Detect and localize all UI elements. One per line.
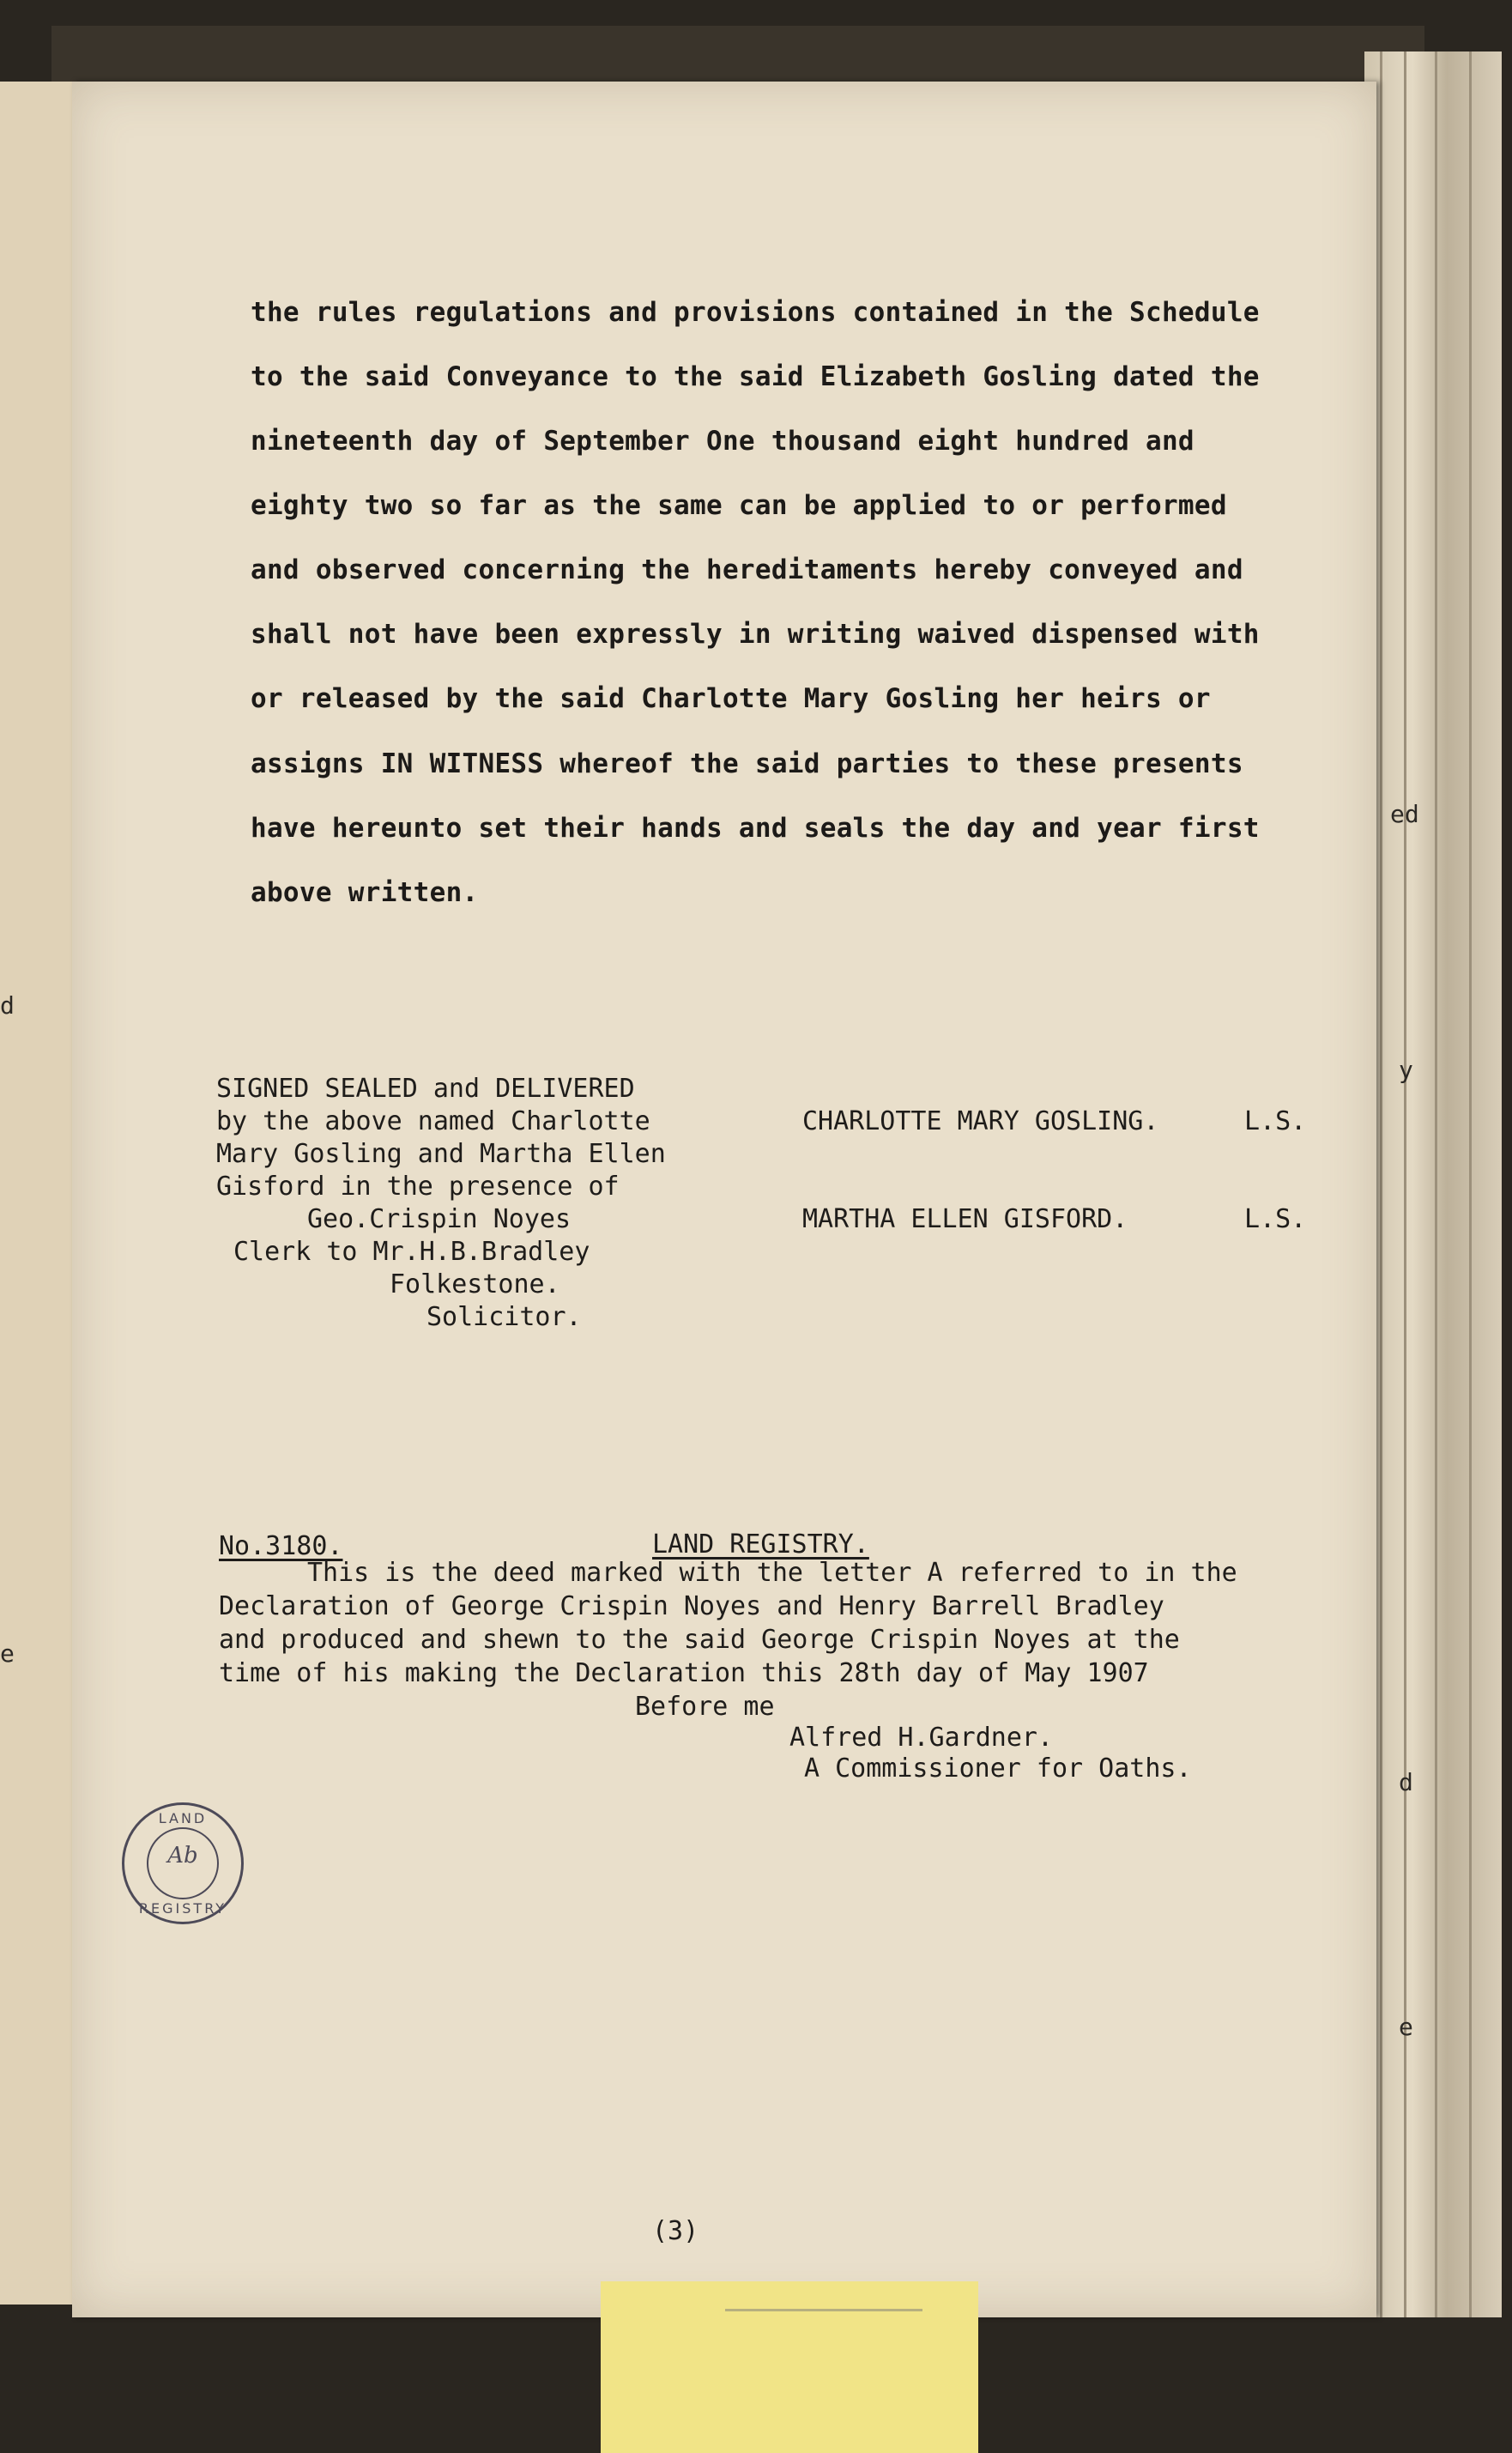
deed-body-line: the rules regulations and provisions contained in the Schedule [251,297,1260,328]
signatory-name: CHARLOTTE MARY GOSLING. [802,1106,1159,1136]
witness-occupation: Clerk to Mr.H.B.Bradley [233,1237,590,1267]
top-book-edge [51,26,1424,86]
registry-number: No.3180. [219,1531,343,1561]
witness-address: Folkestone. [390,1269,560,1299]
deed-body-line: or released by the said Charlotte Mary Gosling her heirs or [251,683,1211,714]
deed-body-line: have hereunto set their hands and seals the day and year first [251,813,1260,844]
right-page-fragment: y [1399,1056,1413,1084]
page-number: (3) [652,2216,699,2246]
deed-body-line: nineteenth day of September One thousand eight hundred and [251,426,1194,457]
registry-line: and produced and shewn to the said George Crispin Noyes at the [219,1625,1180,1655]
right-page-fragment: e [1399,2013,1413,2041]
left-page-fragment: e [0,1639,15,1668]
land-registry-stamp [122,1802,244,1924]
stamp-top-text: LAND [158,1810,208,1826]
commissioner-name: Alfred H.Gardner. [789,1723,1054,1753]
right-page-fragment: ed [1390,800,1419,828]
sticky-note-tab [601,2281,978,2453]
deed-body-line: eighty two so far as the same can be applied to or performed [251,490,1227,521]
deed-body-line: and observed concerning the hereditaments hereby conveyed and [251,554,1243,585]
registry-line: Declaration of George Crispin Noyes and Henry Barrell Bradley [219,1591,1164,1621]
witness-title: Solicitor. [426,1302,582,1332]
signatory-name: MARTHA ELLEN GISFORD. [802,1204,1128,1234]
right-page-fragment: d [1399,1768,1413,1796]
seal-mark: L.S. [1244,1106,1307,1136]
seal-mark: L.S. [1244,1204,1307,1234]
sticky-note-mark [725,2309,922,2334]
deed-body-line: above written. [251,877,479,908]
deed-body-line: to the said Conveyance to the said Elizabeth Gosling dated the [251,361,1260,392]
commissioner-title: A Commissioner for Oaths. [804,1753,1192,1784]
attestation-line: Mary Gosling and Martha Ellen [216,1139,666,1169]
witness-name: Geo.Crispin Noyes [307,1204,572,1234]
registry-line: This is the deed marked with the letter A referred to in the [307,1558,1237,1588]
stamp-initials: Ab [167,1843,198,1869]
attestation-line: SIGNED SEALED and DELIVERED [216,1074,635,1104]
stamp-bottom-text: REGISTRY [138,1900,227,1917]
attestation-line: Gisford in the presence of [216,1172,620,1202]
deed-body-line: assigns IN WITNESS whereof the said parties to these presents [251,748,1243,779]
page-stack-edge [1364,51,1502,2317]
facing-left-page [0,82,82,2305]
attestation-line: by the above named Charlotte [216,1106,650,1136]
registry-line: time of his making the Declaration this 28th day of May 1907 [219,1658,1149,1688]
deed-body-line: shall not have been expressly in writing waived dispensed with [251,619,1260,650]
registry-line: Before me [635,1692,775,1722]
registry-heading: LAND REGISTRY. [652,1529,869,1560]
left-page-fragment: d [0,991,15,1020]
